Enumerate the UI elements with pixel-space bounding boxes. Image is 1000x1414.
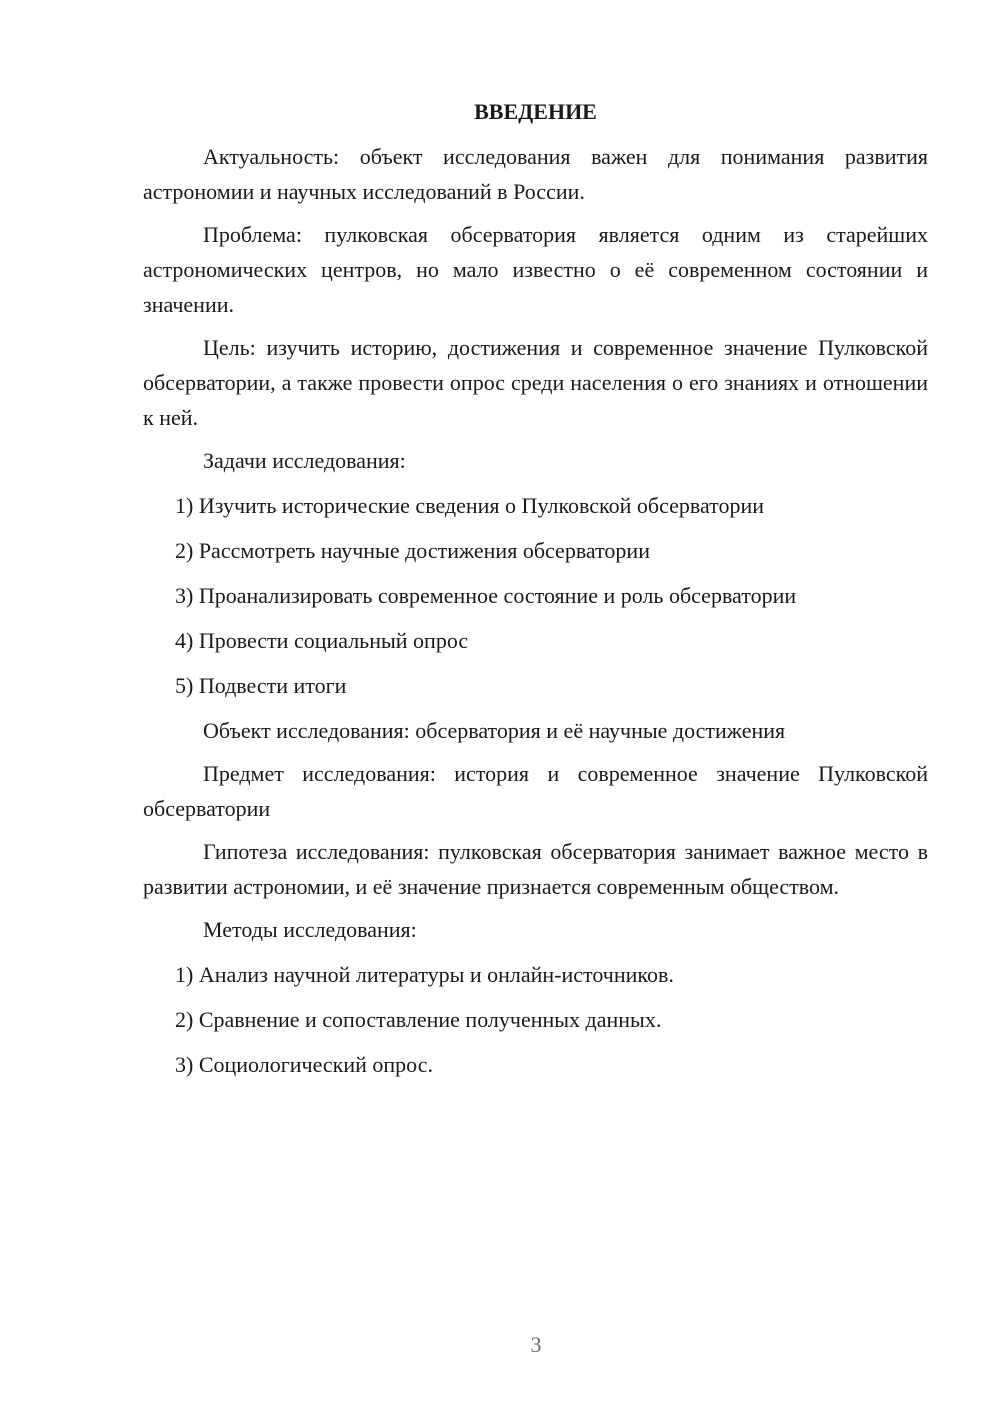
problem-paragraph: Проблема: пулковская обсерватория является одним из старейших астрономических центров, но мало известно о её современном состоянии и значении. xyxy=(143,222,928,317)
list-item: 1) Изучить исторические сведения о Пулковской обсерватории xyxy=(175,493,765,518)
goal-paragraph: Цель: изучить историю, достижения и современное значение Пулковской обсерватории, а также провести опрос среди населения о его знаниях и отношении к ней. xyxy=(143,335,928,430)
list-item: 4) Провести социальный опрос xyxy=(175,628,469,653)
list-item: 5) Подвести итоги xyxy=(175,673,347,698)
relevance-paragraph: Актуальность: объект исследования важен для понимания развития астрономии и научных исследований в России. xyxy=(143,144,928,204)
page-number: 3 xyxy=(530,1332,542,1357)
tasks-heading: Задачи исследования: xyxy=(203,448,406,473)
list-item: 3) Социологический опрос. xyxy=(175,1052,433,1077)
list-item: 2) Рассмотреть научные достижения обсерватории xyxy=(175,538,650,563)
methods-heading: Методы исследования: xyxy=(203,917,417,942)
subject-paragraph: Предмет исследования: история и современное значение Пулковской обсерватории xyxy=(143,761,928,821)
object-paragraph: Объект исследования: обсерватория и её научные достижения xyxy=(203,718,786,743)
list-item: 1) Анализ научной литературы и онлайн-источников. xyxy=(175,962,674,987)
tasks-list xyxy=(143,488,928,703)
document-page xyxy=(143,92,928,1082)
section-title: ВВЕДЕНИЕ xyxy=(474,99,597,124)
list-item: 3) Проанализировать современное состояние и роль обсерватории xyxy=(175,583,797,608)
list-item: 2) Сравнение и сопоставление полученных данных. xyxy=(175,1007,662,1032)
hypothesis-paragraph: Гипотеза исследования: пулковская обсерватория занимает важное место в развитии астрономии, и её значение признается современным обществом. xyxy=(143,839,928,899)
methods-list xyxy=(143,957,928,1082)
